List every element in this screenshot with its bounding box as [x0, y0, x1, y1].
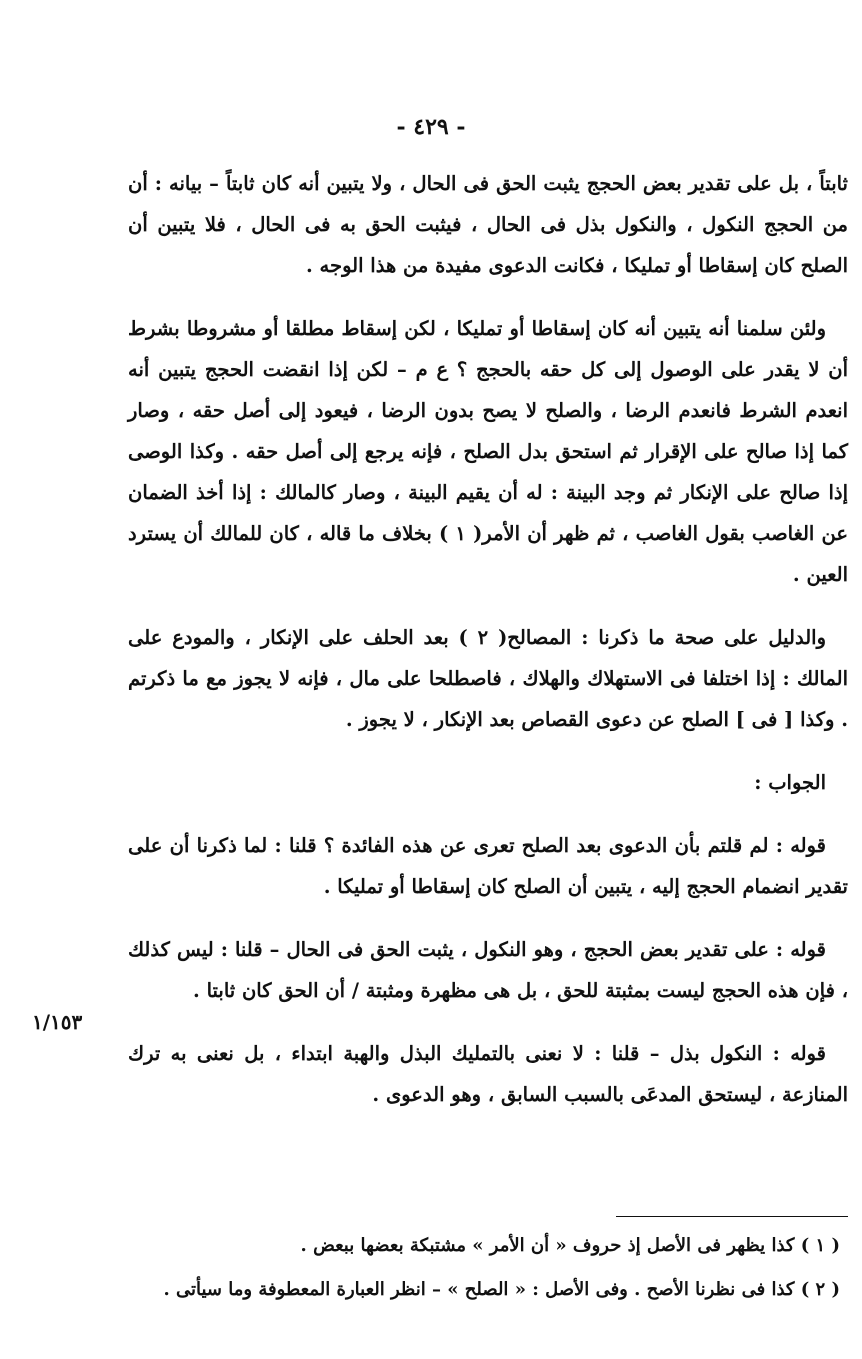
paragraph-objection: ولئن سلمنا أنه يتبين أنه كان إسقاطا أو تمليكا ، لكن إسقاط مطلقا أو مشروطا بشرط أن لا يقدر على الوصول إلى كل حقه بالحجج ؟ ع م – لكن إذا انقضت الحجج يتبين أنه انعدم الشرط فانعدم الرضا ، والصلح لا يصح بدون الرضا ، فيعود إلى أصل حقه ، وصار كما إذا صالح على الإقرار ثم استحق بدل الصلح ، فإنه يرجع إلى أصل حقه . وكذا الوصى إذا صالح على الإنكار ثم وجد البينة : له أن يقيم البينة ، وصار كالمالك : إذا أخذ الضمان عن الغاصب بقول الغاصب ، ثم ظهر أن الأمر( ١ ) بخلاف ما قاله ، كان للمالك أن يسترد العين .: [128, 317, 848, 586]
paragraph-answer-2: قوله : على تقدير بعض الحجج ، وهو النكول ، يثبت الحق فى الحال – قلنا : ليس كذلك ، فإن هذه الحجج ليست بمثبتة للحق ، بل هى مظهرة ومثبتة / أن الحق كان ثابتا .: [128, 938, 848, 1002]
main-text: [128, 163, 848, 1137]
paragraph-answer-1: قوله : لم قلتم بأن الدعوى بعد الصلح تعرى عن هذه الفائدة ؟ قلنا : لما ذكرنا أن على تقدير انضمام الحجج إليه ، يتبين أن الصلح كان إسقاطا أو تمليكا .: [128, 834, 848, 898]
margin-folio-reference: ١/١٥٣: [32, 1010, 83, 1034]
paragraph-continuation: ثابتاً ، بل على تقدير بعض الحجج يثبت الحق فى الحال ، ولا يتبين أنه كان ثابتاً – بيانه : أن من الحجج النكول ، والنكول بذل فى الحال ، فيثبت الحق به فى الحال ، فلا يتبين أن الصلح كان إسقاطا أو تمليكا ، فكانت الدعوى مفيدة من هذا الوجه .: [128, 172, 848, 277]
paragraph-evidence: والدليل على صحة ما ذكرنا : المصالح( ٢ ) بعد الحلف على الإنكار ، والمودع على المالك : إذا اختلفا فى الاستهلاك والهلاك ، فاصطلحا على مال ، فإنه لا يجوز مع ما ذكرتم . وكذا [ فى ] الصلح عن دعوى القصاص بعد الإنكار ، لا يجوز .: [128, 626, 848, 731]
paragraph-answer-3: قوله : النكول بذل – قلنا : لا نعنى بالتمليك البذل والهبة ابتداء ، بل نعنى به ترك المنازعة ، ليستحق المدعَى بالسبب السابق ، وهو الدعوى .: [128, 1042, 848, 1106]
footnote-divider: [616, 1216, 848, 1217]
footnote-1: ( ١ ) كذا يظهر فى الأصل إذ حروف « أن الأمر » مشتبكة بعضها ببعض .: [300, 1235, 840, 1256]
footnotes: [128, 1228, 848, 1316]
page-number: - ٤٢٩ -: [396, 114, 466, 140]
answer-heading: الجواب :: [754, 771, 826, 794]
footnote-2: ( ٢ ) كذا فى نظرنا الأصح . وفى الأصل : « الصلح » – انظر العبارة المعطوفة وما سيأتى .: [163, 1279, 840, 1300]
